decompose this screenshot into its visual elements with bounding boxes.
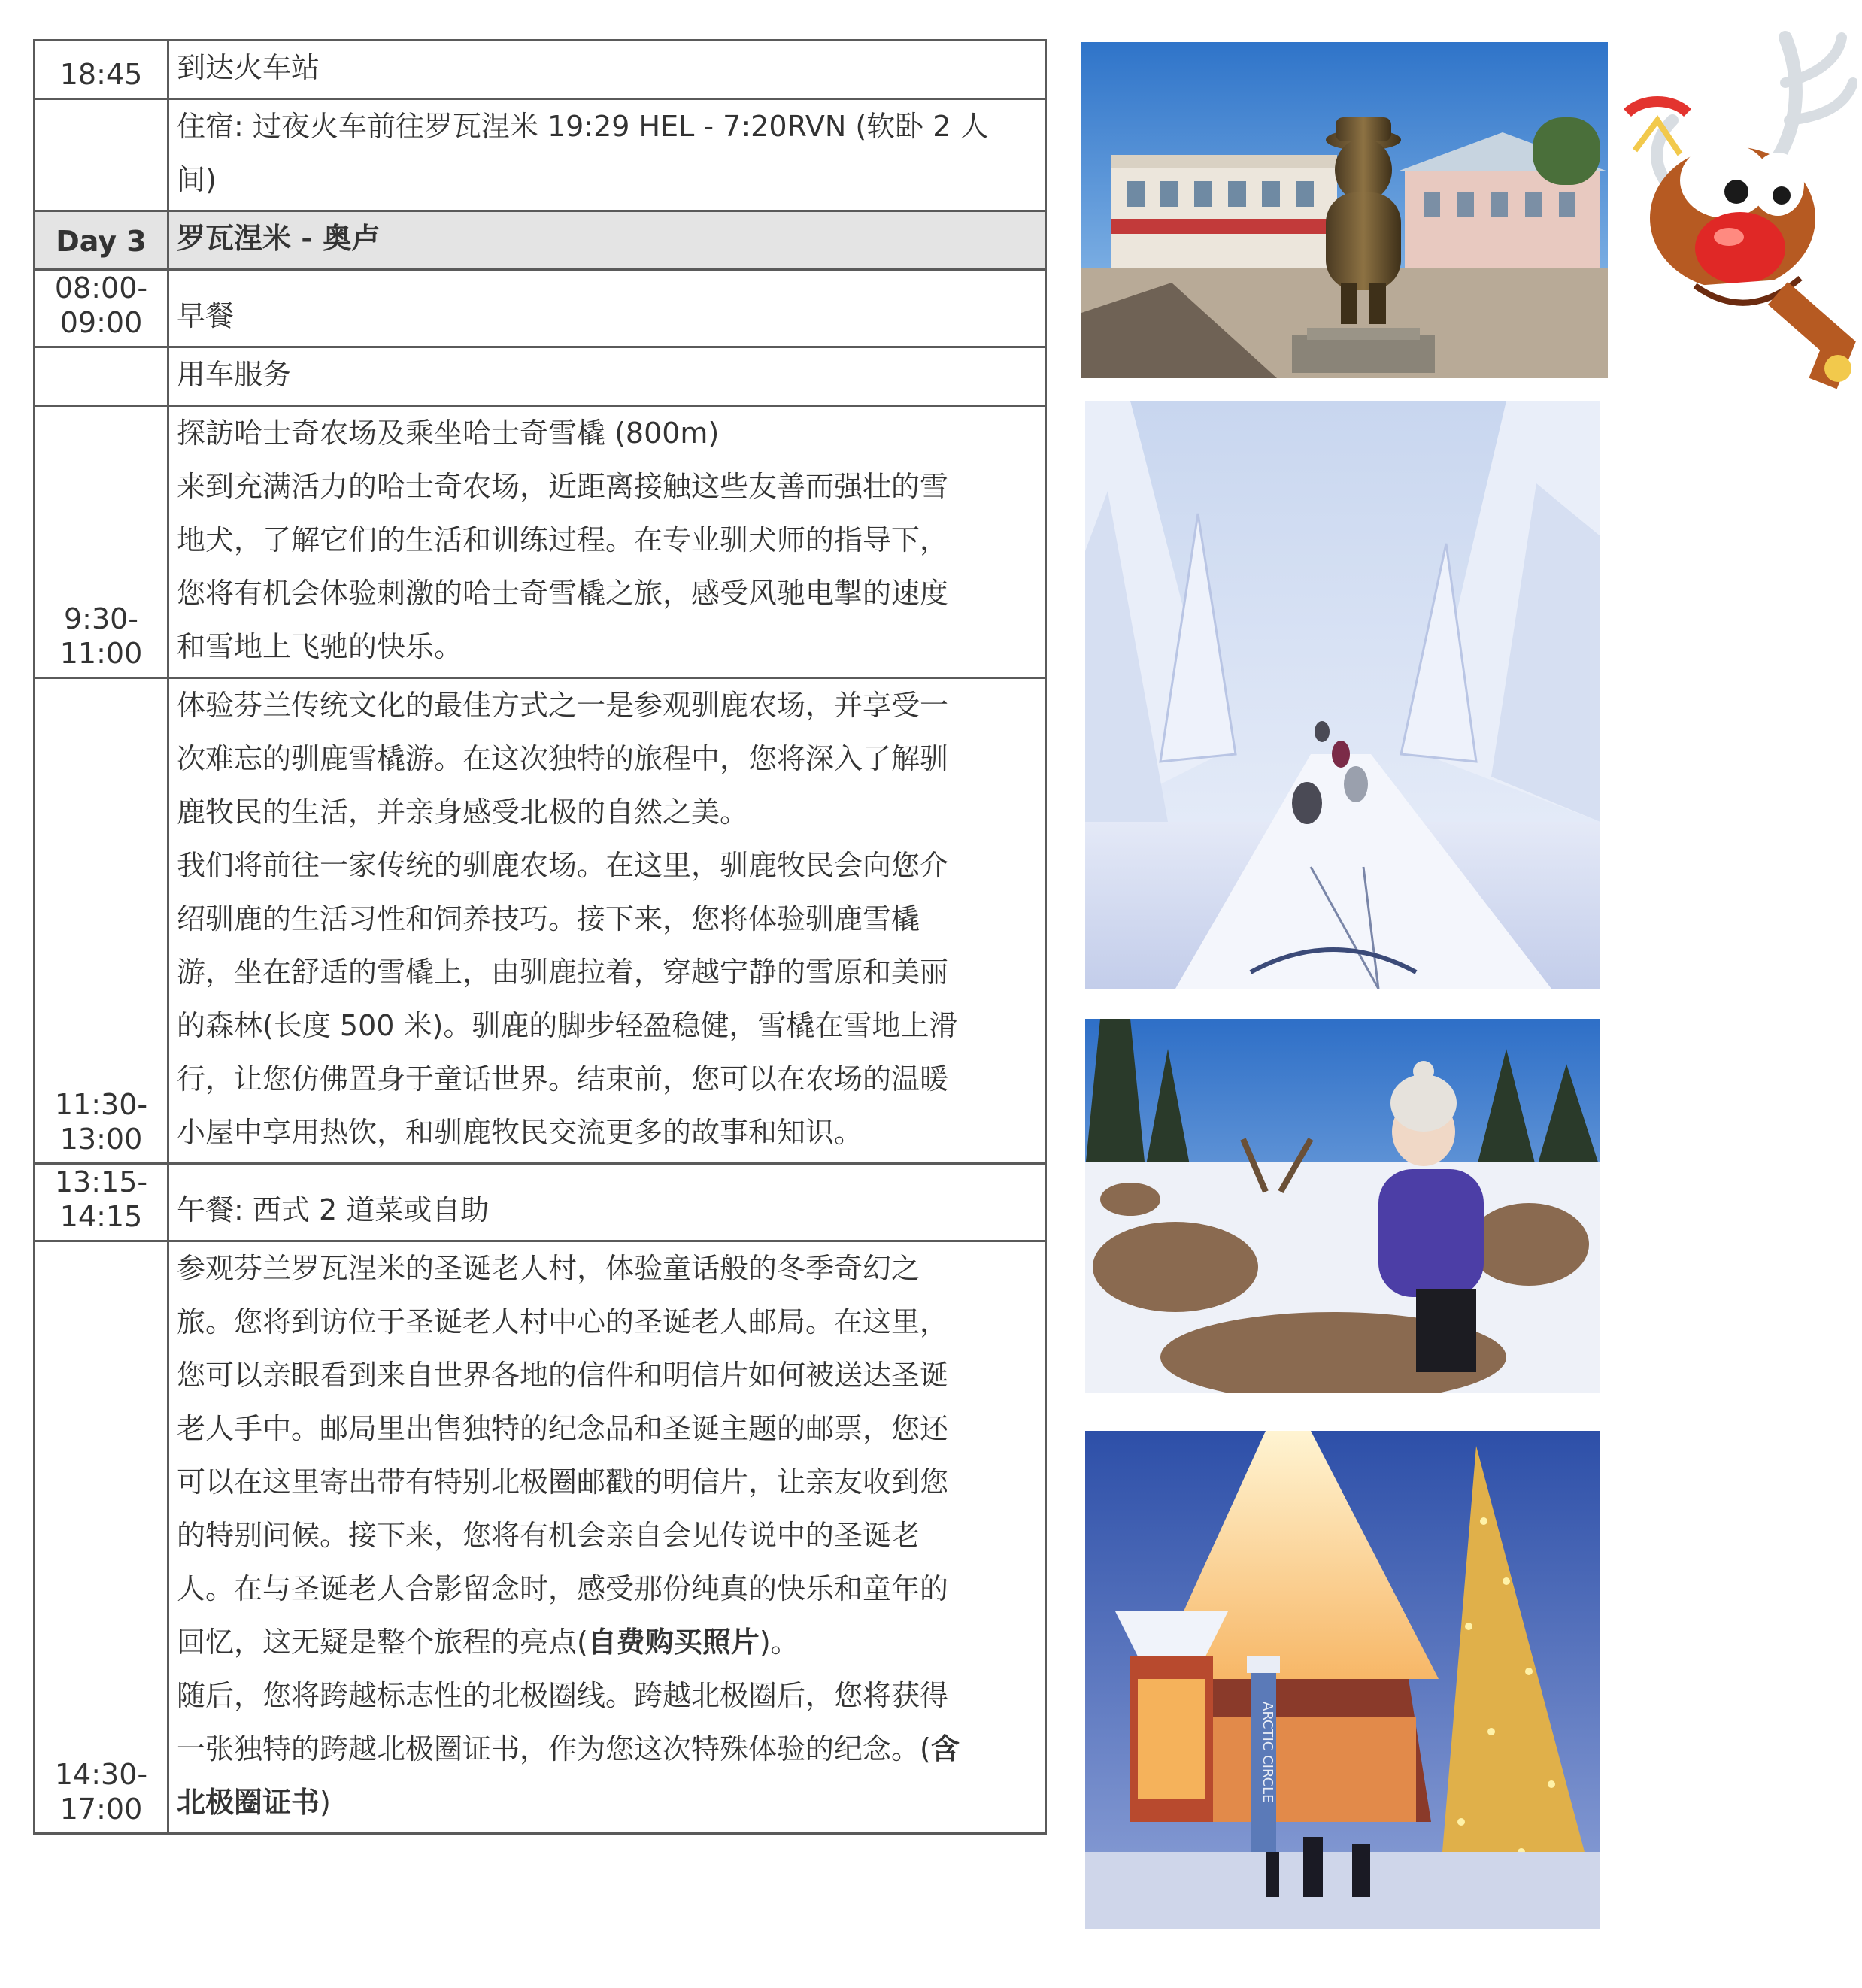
day-header-row bbox=[35, 211, 1046, 270]
time-cell bbox=[35, 1164, 168, 1241]
itinerary-table bbox=[33, 39, 1047, 1835]
photo-reindeer-farm bbox=[1085, 1019, 1600, 1393]
time-start: 14:30- bbox=[54, 1758, 148, 1791]
photo-husky-sled-ride bbox=[1085, 401, 1600, 989]
desc-line: 您将有机会体验刺激的哈士奇雪橇之旅，感受风驰电掣的速度 bbox=[177, 577, 949, 610]
statue-illustration bbox=[1081, 42, 1608, 378]
description-cell bbox=[168, 41, 1046, 99]
time-start: 11:30- bbox=[54, 1088, 148, 1121]
time-cell bbox=[35, 678, 168, 1164]
description-cell bbox=[168, 1164, 1046, 1241]
desc-line: 体验芬兰传统文化的最佳方式之一是参观驯鹿农场，并享受一 bbox=[177, 689, 949, 722]
time-end: 17:00 bbox=[59, 1793, 143, 1826]
time-cell bbox=[35, 347, 168, 406]
desc-line: 您可以亲眼看到来自世界各地的信件和明信片如何被送达圣诞 bbox=[177, 1359, 949, 1392]
time-start: 08:00- bbox=[54, 271, 148, 305]
day-title: 罗瓦涅米 - 奥卢 bbox=[177, 222, 381, 255]
photo-santa-claus-village bbox=[1085, 1431, 1600, 1929]
desc-line: 老人手中。邮局里出售独特的纪念品和圣诞主题的邮票，您还 bbox=[177, 1412, 949, 1445]
time-start: 13:15- bbox=[54, 1165, 148, 1199]
time-start: 9:30- bbox=[63, 602, 139, 635]
time-end: 11:00 bbox=[59, 637, 143, 670]
rudolph-reindeer-cartoon bbox=[1612, 30, 1857, 389]
time-end: 13:00 bbox=[59, 1123, 143, 1156]
desc-line: 人。在与圣诞老人合影留念时，感受那份纯真的快乐和童年的 bbox=[177, 1572, 949, 1605]
itinerary-row-overnight-train bbox=[35, 99, 1046, 211]
description-cell bbox=[168, 678, 1046, 1164]
desc-line: 的特别问候。接下来，您将有机会亲自会见传说中的圣诞老 bbox=[177, 1519, 920, 1552]
description-cell bbox=[168, 406, 1046, 678]
description-cell bbox=[168, 99, 1046, 211]
arctic-circle-sign: ARCTIC CIRCLE bbox=[1260, 1702, 1275, 1803]
desc-text: 回忆，这无疑是整个旅程的亮点( bbox=[177, 1626, 588, 1659]
rudolph-illustration bbox=[1612, 30, 1857, 389]
itinerary-row-arrive-station bbox=[35, 41, 1046, 99]
desc-line: 小屋中享用热饮，和驯鹿牧民交流更多的故事和知识。 bbox=[177, 1116, 863, 1149]
photo-oulu-policeman-statue bbox=[1081, 42, 1608, 378]
itinerary-row-reindeer-farm bbox=[35, 678, 1046, 1164]
time-cell bbox=[35, 41, 168, 99]
itinerary-row-breakfast bbox=[35, 270, 1046, 347]
desc-text: ) bbox=[320, 1786, 331, 1819]
desc-line: 到达火车站 bbox=[177, 51, 320, 84]
desc-line: 我们将前往一家传统的驯鹿农场。在这里，驯鹿牧民会向您介 bbox=[177, 849, 949, 882]
desc-line: 随后，您将跨越标志性的北极圈线。跨越北极圈后，您将获得 bbox=[177, 1679, 949, 1712]
desc-line: 来到充满活力的哈士奇农场，近距离接触这些友善而强壮的雪 bbox=[177, 470, 949, 503]
time-end: 14:15 bbox=[59, 1200, 143, 1233]
desc-text: )。 bbox=[759, 1626, 799, 1659]
desc-line: 的森林(长度 500 米)。驯鹿的脚步轻盈稳健，雪橇在雪地上滑 bbox=[177, 1009, 958, 1042]
description-cell bbox=[168, 270, 1046, 347]
desc-line: 和雪地上飞驰的快乐。 bbox=[177, 630, 463, 663]
day-title-cell bbox=[168, 211, 1046, 270]
desc-line: 间) bbox=[177, 163, 217, 196]
desc-line: 可以在这里寄出带有特别北极圈邮戳的明信片，让亲友收到您 bbox=[177, 1465, 949, 1499]
desc-line: 次难忘的驯鹿雪橇游。在这次独特的旅程中，您将深入了解驯 bbox=[177, 742, 949, 775]
time-cell bbox=[35, 1241, 168, 1834]
itinerary-row-transport bbox=[35, 347, 1046, 406]
itinerary-row-lunch bbox=[35, 1164, 1046, 1241]
desc-text: 一张独特的跨越北极圈证书，作为您这次特殊体验的纪念。( bbox=[177, 1732, 931, 1765]
desc-line: 地犬，了解它们的生活和训练过程。在专业驯犬师的指导下， bbox=[177, 523, 949, 556]
time-cell bbox=[35, 270, 168, 347]
desc-line bbox=[177, 1616, 1037, 1669]
itinerary-row-santa-village bbox=[35, 1241, 1046, 1834]
time-cell bbox=[35, 406, 168, 678]
desc-line: 早餐 bbox=[177, 299, 235, 332]
time-end: 09:00 bbox=[59, 306, 143, 339]
desc-line bbox=[177, 1776, 1037, 1829]
santa-village-illustration bbox=[1085, 1431, 1600, 1929]
desc-line: 旅。您将到访位于圣诞老人村中心的圣诞老人邮局。在这里， bbox=[177, 1305, 949, 1338]
reindeer-illustration bbox=[1085, 1019, 1600, 1393]
day-label-cell bbox=[35, 211, 168, 270]
desc-line: 参观芬兰罗瓦涅米的圣诞老人村，体验童话般的冬季奇幻之 bbox=[177, 1252, 920, 1285]
desc-line: 游，坐在舒适的雪橇上，由驯鹿拉着，穿越宁静的雪原和美丽 bbox=[177, 956, 949, 989]
desc-line: 行，让您仿佛置身于童话世界。结束前，您可以在农场的温暖 bbox=[177, 1062, 949, 1096]
description-cell bbox=[168, 347, 1046, 406]
husky-illustration bbox=[1085, 401, 1600, 989]
certificate-note-start: 含 bbox=[930, 1732, 960, 1765]
photo-purchase-note: 自费购买照片 bbox=[587, 1626, 760, 1659]
itinerary-row-husky-farm bbox=[35, 406, 1046, 678]
desc-line: 探訪哈士奇农场及乘坐哈士奇雪橇 (800m) bbox=[177, 417, 720, 450]
certificate-note-end: 北极圈证书 bbox=[177, 1786, 320, 1819]
day-label: Day 3 bbox=[56, 225, 147, 258]
desc-line: 绍驯鹿的生活习性和饲养技巧。接下来，您将体验驯鹿雪橇 bbox=[177, 902, 920, 935]
time-start: 18:45 bbox=[59, 58, 143, 91]
desc-line bbox=[177, 1723, 1037, 1776]
desc-line: 午餐: 西式 2 道菜或自助 bbox=[177, 1193, 490, 1226]
desc-line: 住宿: 过夜火车前往罗瓦涅米 19:29 HEL - 7:20RVN (软卧 2 人 bbox=[177, 110, 989, 143]
time-cell bbox=[35, 99, 168, 211]
description-cell bbox=[168, 1241, 1046, 1834]
desc-line: 鹿牧民的生活，并亲身感受北极的自然之美。 bbox=[177, 796, 749, 829]
desc-line: 用车服务 bbox=[177, 358, 292, 391]
itinerary-body bbox=[35, 41, 1046, 1834]
